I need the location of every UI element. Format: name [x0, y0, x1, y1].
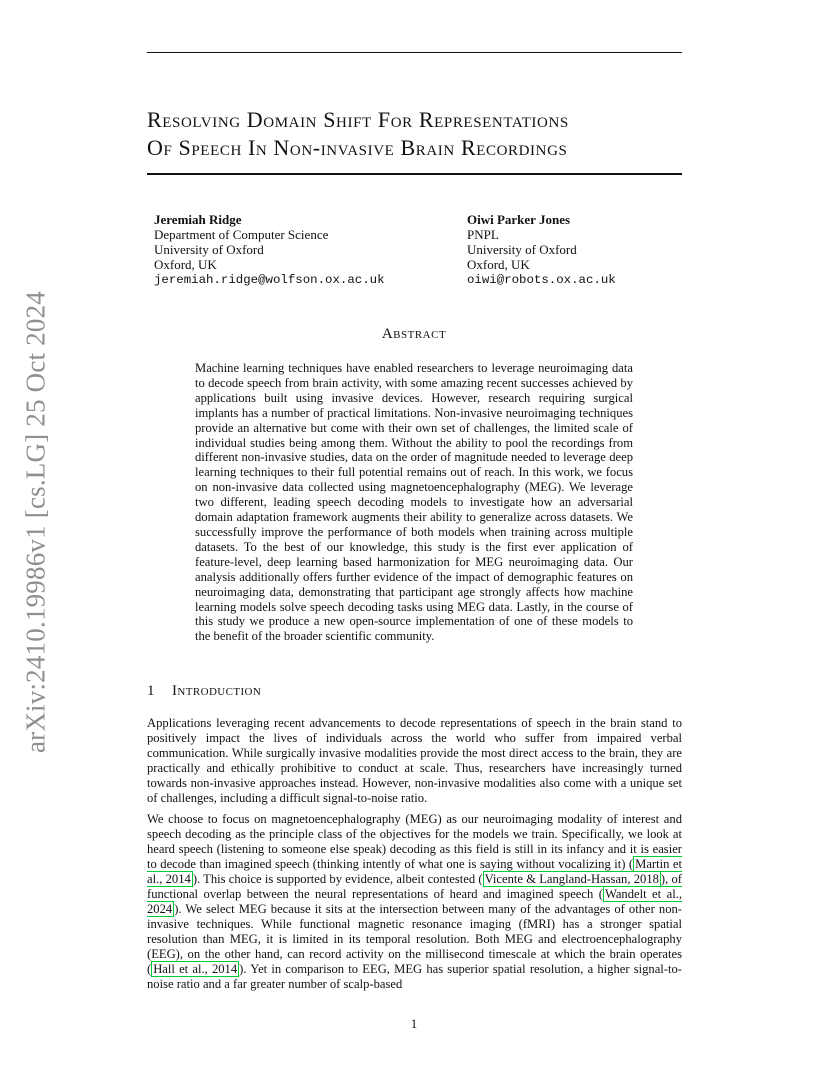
paragraph-text: ). We select MEG because it sits at the intersection between many of the advantages of other non-invasive techniques. While functional magnetic resonance imaging (fMRI) has a stronger spatial resolution than MEG, it is limited in its temporal resolution. Both MEG and electroencephalography (EEG), on the other hand, can record activity on the millisecond timescale at which the brain operates ( [147, 902, 682, 976]
citation-link[interactable]: Hall et al., 2014 [153, 962, 238, 976]
author-block-2 [467, 212, 616, 288]
title-rule [147, 173, 682, 175]
citation-link[interactable]: Vicente & Langland-Hassan, 2018 [484, 872, 659, 886]
paper-title [147, 106, 707, 162]
author-location: Oxford, UK [467, 257, 530, 272]
author-institution: University of Oxford [467, 242, 577, 257]
author-email[interactable]: jeremiah.ridge@wolfson.ox.ac.uk [154, 273, 385, 287]
paragraph-text: ). Yet in comparison to EEG, MEG has superior spatial resolution, a higher signal-to-noise ratio and a far greater number of scalp-based [147, 962, 682, 991]
author-department: PNPL [467, 227, 499, 242]
paragraph-text: We choose to focus on magnetoencephalography (MEG) as our neuroimaging modality of interest and speech decoding as the principle class of the objectives for the models we train. Specifically, we look at heard speech (listening to someone else speak) decoding as this field is still in its infancy and it is easier to decode than imagined speech (thinking intently of what one is saying without vocalizing it) ( [147, 812, 682, 871]
paragraph-text: ), of functional overlap between the neural representations of heard and imagined speech ( [147, 872, 682, 901]
top-rule [147, 52, 682, 53]
author-name: Oiwi Parker Jones [467, 212, 571, 227]
page-number: 1 [410, 1016, 418, 1031]
abstract-text: Machine learning techniques have enabled researchers to leverage neuroimaging data to decode speech from brain activity, with some amazing recent successes achieved by applications built using invasive devices. However, research requiring surgical implants has a number of practical limitations. Non-invasive neuroimaging techniques provide an alternative but come with their own set of challenges, the limited scale of individual studies being among them. Without the ability to pool the recordings from different non-invasive studies, data on the order of magnitude needed to leverage deep learning techniques to their full potential remains out of reach. In this work, we focus on non-invasive data collected using magnetoencephalography (MEG). We leverage two different, leading speech decoding models to investigate how an adversarial domain adaptation framework augments their ability to generalize across datasets. We successfully improve the performance of both models when training across multiple datasets. To the best of our knowledge, this study is the first ever application of feature-level, deep learning based harmonization for MEG neuroimaging data. Our analysis additionally offers further evidence of the impact of demographic features on neuroimaging data, demonstrating that participant age strongly affects how machine learning models solve speech decoding tasks using MEG data. Lastly, in the course of this study we produce a new open-source implementation of one of these models to the benefit of the broader scientific community. [195, 361, 633, 644]
intro-paragraph-1: Applications leveraging recent advancements to decode representations of speech in the brain stand to positively impact the lives of individuals across the world who suffer from impaired verbal communication. While surgically invasive modalities provide the most direct access to the brain, they are practically and ethically prohibitive to conduct at scale. Thus, researchers have increasingly turned towards non-invasive approaches instead. However, non-invasive modalities also come with a unique set of challenges, including a difficult signal-to-noise ratio. [147, 716, 682, 805]
author-name: Jeremiah Ridge [154, 212, 242, 227]
paragraph-text: ). This choice is supported by evidence, albeit contested ( [192, 872, 483, 886]
author-email[interactable]: oiwi@robots.ox.ac.uk [467, 273, 616, 287]
author-block-1 [154, 212, 385, 288]
title-line-2: Of Speech In Non-invasive Brain Recordings [147, 135, 568, 160]
author-location: Oxford, UK [154, 257, 217, 272]
author-department: Department of Computer Science [154, 227, 329, 242]
intro-paragraph-2 [147, 812, 682, 992]
section-title: Introduction [172, 683, 262, 699]
abstract-heading: Abstract [381, 326, 447, 342]
title-line-1: Resolving Domain Shift For Representations [147, 107, 569, 132]
citation-link[interactable]: Martin et al., 2014 [147, 857, 683, 886]
author-institution: University of Oxford [154, 242, 264, 257]
section-number: 1 [147, 683, 155, 699]
section-heading [147, 683, 261, 700]
citation-link[interactable]: Wandelt et al., 2024 [147, 887, 682, 916]
arxiv-identifier[interactable]: arXiv:2410.19986v1 [cs.LG] 25 Oct 2024 [20, 290, 51, 754]
